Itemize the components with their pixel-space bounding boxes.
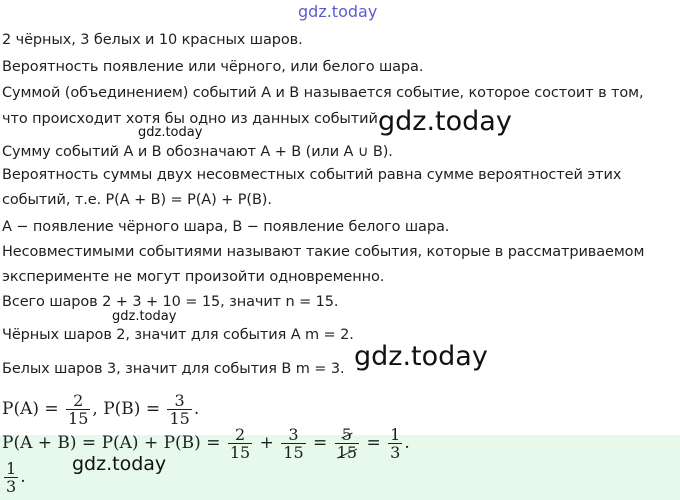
text-line: Белых шаров 3, значит для события B m = 3. bbox=[2, 361, 345, 377]
answer-formula: $\frac{1}{3}$ . bbox=[6, 459, 26, 496]
fraction-answer: $\frac{1}{3}$ bbox=[6, 459, 17, 496]
watermark: gdz.today bbox=[378, 106, 512, 137]
text-line: A − появление чёрного шара, B − появление белого шара. bbox=[2, 219, 450, 235]
text-line: 2 чёрных, 3 белых и 10 красных шаров. bbox=[2, 32, 303, 48]
text-line: Несовместимыми событиями называют такие события, которые в рассматриваемом bbox=[2, 244, 645, 260]
sum-formula: P(A + B) = P(A) + P(B) = $\frac{2}{15}$ + $\frac{3}{15}$ = $\frac{5}{15}$ = $\frac{1}{3}$ . bbox=[2, 425, 410, 462]
text-line: событий, т.е. P(A + B) = P(A) + P(B). bbox=[2, 192, 272, 208]
watermark-top: gdz.today bbox=[298, 2, 378, 21]
text-line: Сумму событий A и B обозначают A + B (или A ∪ B). bbox=[2, 144, 393, 160]
text-line: Всего шаров 2 + 3 + 10 = 15, значит n = 15. bbox=[2, 294, 339, 310]
text-line: что происходит хотя бы одно из данных событий. bbox=[2, 111, 383, 127]
fraction-s2: $\frac{3}{15}$ bbox=[283, 425, 304, 462]
fraction-s1: $\frac{2}{15}$ bbox=[229, 425, 251, 462]
text-line: Чёрных шаров 2, значит для события A m = 2. bbox=[2, 327, 354, 343]
text-line: Суммой (объединением) событий A и B называется событие, которое состоит в том, bbox=[2, 85, 644, 101]
fraction-pa: $\frac{2}{15}$ bbox=[68, 391, 89, 428]
watermark: gdz.today bbox=[354, 341, 488, 372]
text-line: эксперименте не могут произойти одновременно. bbox=[2, 269, 385, 285]
fraction-pb: $\frac{3}{15}$ bbox=[169, 391, 190, 428]
watermark: gdz.today bbox=[72, 453, 167, 475]
watermark: gdz.today bbox=[138, 125, 203, 140]
text-line: Вероятность суммы двух несовместных событий равна сумме вероятностей этих bbox=[2, 167, 622, 183]
text-line: Вероятность появление или чёрного, или белого шара. bbox=[2, 59, 424, 75]
fraction-s3: $\frac{5}{15}$ bbox=[336, 425, 358, 462]
watermark: gdz.today bbox=[112, 309, 177, 324]
fraction-s4: $\frac{1}{3}$ bbox=[390, 425, 401, 462]
probability-formula: P(A) = $\frac{2}{15}$ , P(B) = $\frac{3}{15}$ . bbox=[2, 391, 200, 428]
